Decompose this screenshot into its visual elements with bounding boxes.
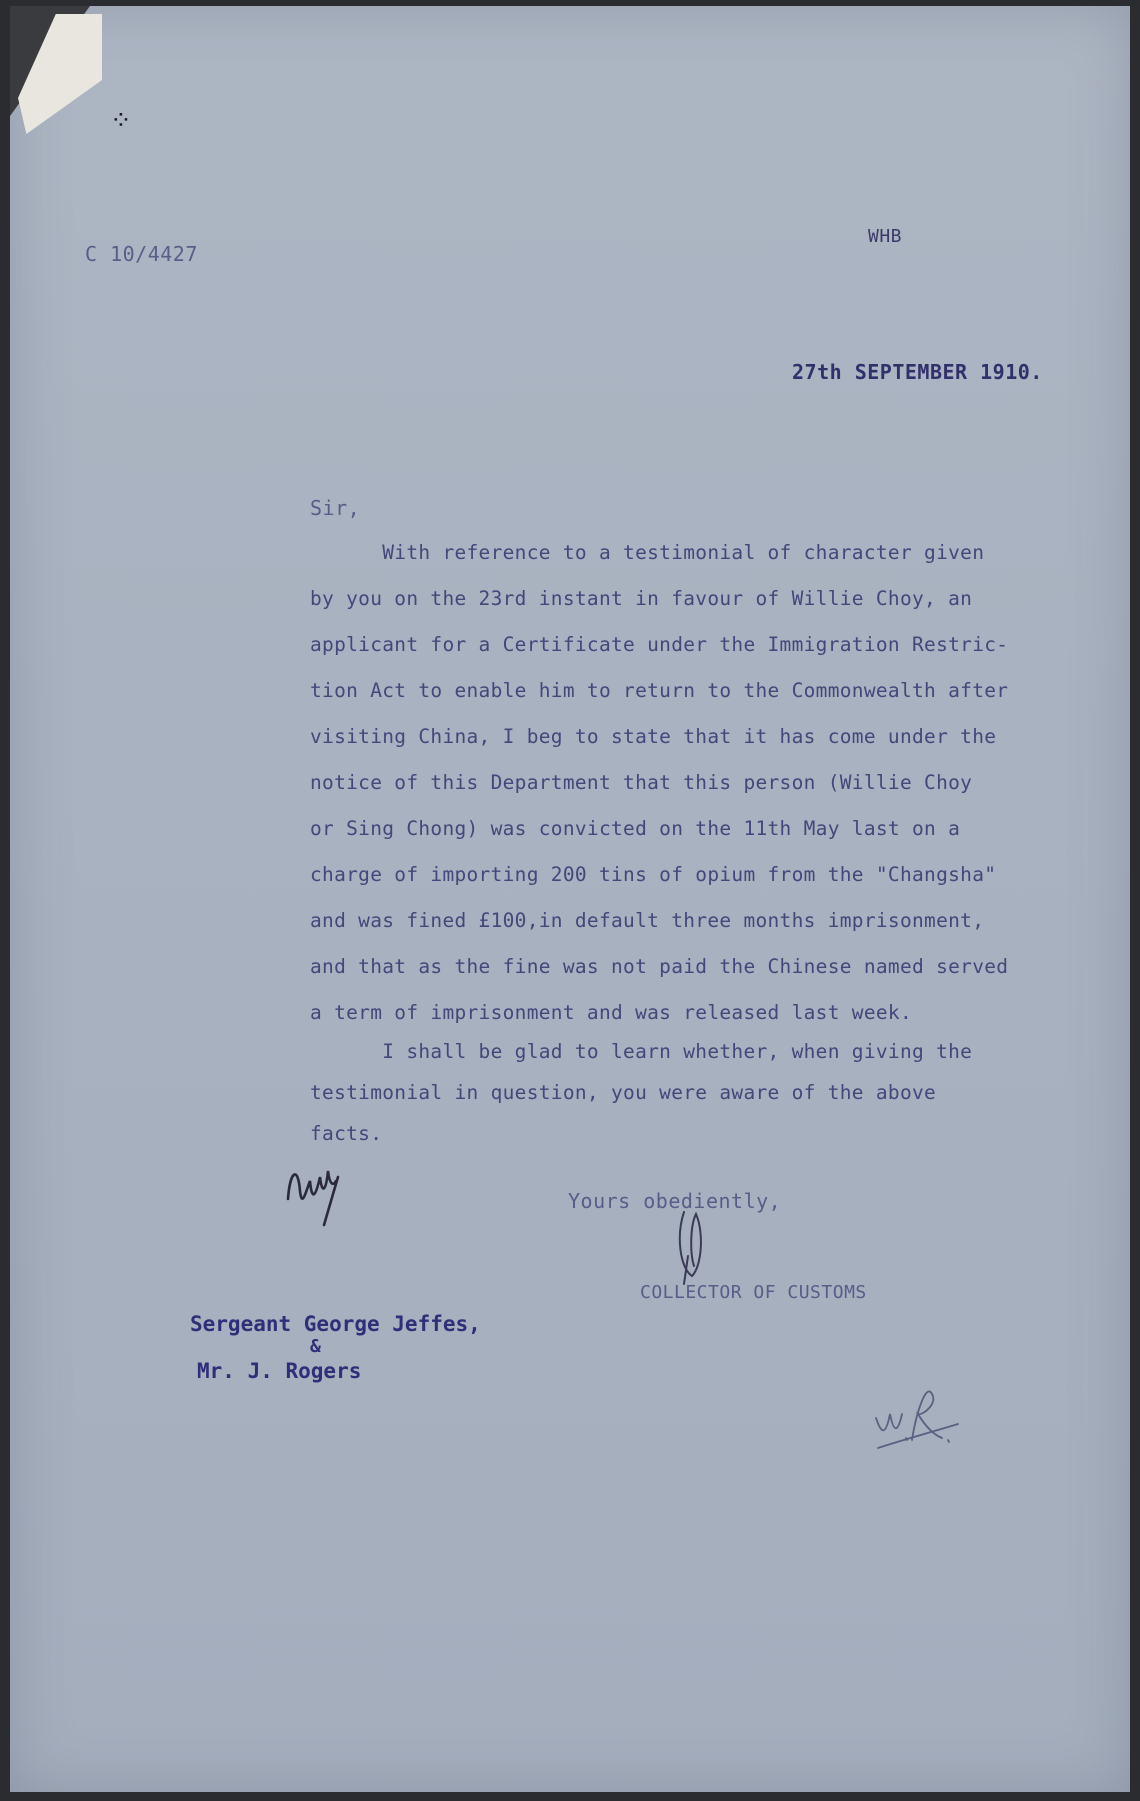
signature-initials — [670, 1206, 720, 1286]
body-line: tion Act to enable him to return to the Commonwealth after — [310, 679, 1009, 702]
closing: Yours obediently, — [568, 1189, 782, 1213]
body-line: facts. — [310, 1122, 383, 1145]
body-line: applicant for a Certificate under the Immigration Restric- — [310, 633, 1009, 656]
addressee-ampersand: & — [310, 1336, 321, 1357]
initials: WHB — [868, 226, 903, 247]
addressee-line-1: Sergeant George Jeffes, — [190, 1312, 481, 1336]
body-line: With reference to a testimonial of character given — [310, 541, 985, 564]
body-line: and that as the fine was not paid the Chinese named served — [310, 955, 1009, 978]
handwritten-initials-right — [872, 1374, 962, 1454]
body-line: visiting China, I beg to state that it has come under the — [310, 725, 997, 748]
body-line: and was fined £100,in default three months imprisonment, — [310, 909, 985, 932]
ink-mark: ⁘ — [110, 106, 132, 136]
letter-page — [10, 6, 1130, 1792]
handwritten-initials-left — [280, 1151, 360, 1241]
letter-date: 27th SEPTEMBER 1910. — [792, 360, 1043, 384]
reference-number: C 10/4427 — [85, 242, 198, 266]
body-line: I shall be glad to learn whether, when giving the — [310, 1040, 973, 1063]
body-line: a term of imprisonment and was released last week. — [310, 1001, 912, 1024]
addressee-line-3: Mr. J. Rogers — [197, 1359, 362, 1383]
body-line: or Sing Chong) was convicted on the 11th May last on a — [310, 817, 961, 840]
body-line: testimonial in question, you were aware of the above — [310, 1081, 937, 1104]
body-line: by you on the 23rd instant in favour of Willie Choy, an — [310, 587, 973, 610]
body-line: charge of importing 200 tins of opium from the "Changsha" — [310, 863, 997, 886]
signatory-title: COLLECTOR OF CUSTOMS — [640, 1282, 867, 1303]
body-line: notice of this Department that this person (Willie Choy — [310, 771, 973, 794]
salutation: Sir, — [310, 496, 361, 520]
